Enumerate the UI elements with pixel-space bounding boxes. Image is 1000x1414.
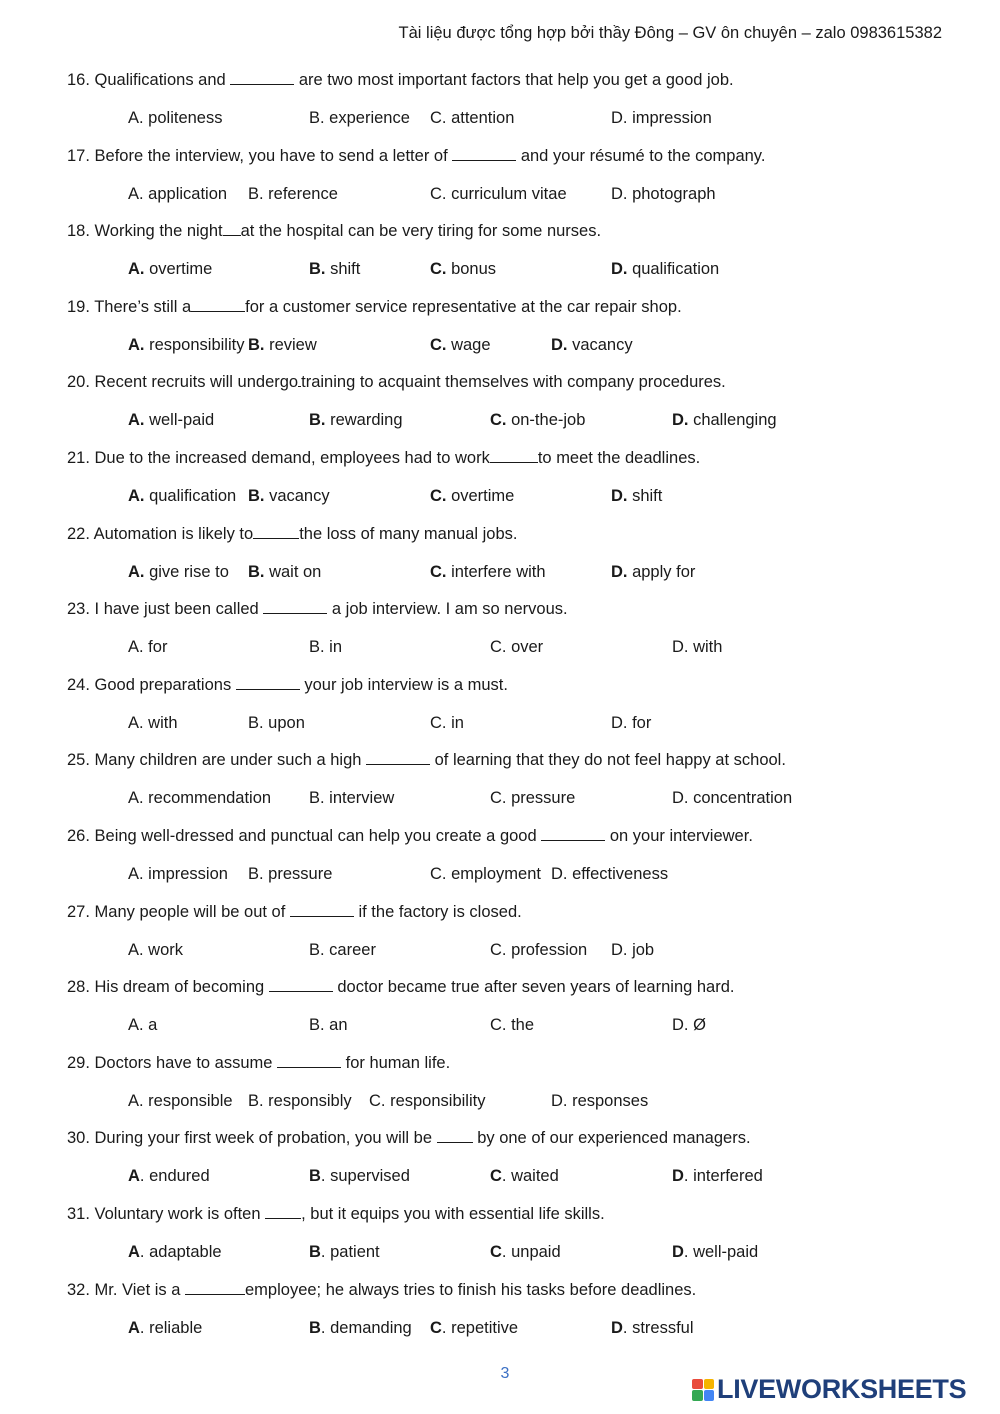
- answer-option[interactable]: [611, 257, 719, 281]
- liveworksheets-logo[interactable]: [692, 1374, 966, 1405]
- option-text: shift: [325, 260, 361, 279]
- option-letter: C.: [430, 713, 447, 732]
- question-text-part: 18. Working the night: [67, 222, 223, 241]
- answer-blank[interactable]: [452, 145, 516, 161]
- answer-option[interactable]: [430, 106, 514, 130]
- option-text: over: [506, 638, 544, 657]
- question-item: [67, 1202, 967, 1278]
- question-text-part: 31. Voluntary work is often: [67, 1204, 266, 1223]
- answer-option[interactable]: [128, 1089, 233, 1113]
- question-stem: [67, 68, 734, 92]
- option-letter: B.: [309, 109, 325, 127]
- option-letter: C: [430, 1318, 442, 1337]
- option-text: profession: [506, 940, 588, 959]
- answer-option[interactable]: [611, 938, 654, 962]
- answer-option[interactable]: [672, 1164, 763, 1188]
- option-text: apply for: [627, 562, 696, 581]
- question-stem: [67, 295, 682, 319]
- answer-option[interactable]: [672, 1013, 706, 1037]
- option-text: responsibility: [385, 1091, 486, 1110]
- option-letter: C.: [490, 1016, 507, 1035]
- answer-option[interactable]: [248, 560, 321, 584]
- question-stem: [67, 748, 786, 772]
- answer-option[interactable]: [128, 408, 214, 432]
- answer-blank[interactable]: [191, 296, 245, 312]
- option-text: responsible: [143, 1091, 233, 1110]
- option-letter: C.: [430, 109, 447, 127]
- option-letter: A.: [128, 184, 144, 203]
- option-text: challenging: [688, 411, 777, 430]
- option-text: vacancy: [567, 335, 633, 354]
- option-letter: C.: [490, 638, 507, 657]
- answer-option[interactable]: [248, 333, 317, 357]
- question-stem: [67, 900, 522, 924]
- answer-option[interactable]: [128, 1013, 157, 1037]
- answer-option[interactable]: [430, 1316, 518, 1340]
- answer-option[interactable]: [490, 1013, 534, 1037]
- question-stem: [67, 673, 508, 697]
- option-letter: D.: [611, 713, 628, 732]
- option-letter: D.: [672, 1016, 689, 1035]
- option-text: . endured: [139, 1167, 210, 1186]
- answer-option[interactable]: [128, 635, 167, 659]
- answer-option[interactable]: [430, 182, 567, 206]
- answer-option[interactable]: [490, 786, 575, 810]
- answer-option[interactable]: [309, 786, 394, 810]
- question-stem: [67, 446, 700, 470]
- answer-option[interactable]: [430, 257, 496, 281]
- answer-blank[interactable]: [541, 825, 605, 841]
- option-letter: A: [128, 1318, 140, 1337]
- question-stem: [67, 219, 601, 243]
- answer-option[interactable]: [551, 1089, 648, 1113]
- option-letter: A.: [128, 638, 144, 657]
- answer-option[interactable]: [128, 786, 271, 810]
- option-letter: B.: [248, 562, 265, 581]
- answer-option[interactable]: [309, 1164, 410, 1188]
- question-text-part: if the factory is closed.: [353, 902, 522, 921]
- question-item: [67, 295, 967, 371]
- answer-option[interactable]: [672, 786, 792, 810]
- question-item: [67, 824, 967, 900]
- option-letter: D.: [611, 940, 628, 959]
- answer-option[interactable]: [128, 257, 212, 281]
- option-text: upon: [263, 713, 305, 732]
- option-text: with: [688, 638, 723, 657]
- option-text: overtime: [144, 260, 213, 279]
- answer-blank[interactable]: [263, 598, 327, 614]
- answer-option[interactable]: [248, 484, 330, 508]
- question-list: [67, 68, 967, 1353]
- option-text: interview: [324, 789, 395, 808]
- option-text: rewarding: [325, 411, 403, 430]
- question-text-part: 20. Recent recruits will undergo: [67, 373, 299, 392]
- answer-option[interactable]: [309, 1013, 348, 1037]
- option-text: shift: [627, 486, 663, 505]
- question-stem: [67, 144, 765, 168]
- option-text: reference: [263, 184, 338, 203]
- option-letter: A.: [128, 260, 145, 279]
- answer-option[interactable]: [430, 333, 491, 357]
- answer-option[interactable]: [611, 182, 716, 206]
- option-letter: B.: [309, 1016, 325, 1035]
- option-letter: A.: [128, 713, 144, 732]
- question-text-part: and your résumé to the company.: [516, 146, 766, 165]
- option-letter: D.: [611, 486, 628, 505]
- option-letter: B.: [248, 864, 264, 883]
- answer-option[interactable]: [672, 1240, 758, 1264]
- option-letter: D: [611, 1318, 623, 1337]
- option-text: the: [506, 1016, 535, 1035]
- answer-blank[interactable]: [236, 674, 300, 690]
- answer-option[interactable]: [309, 938, 376, 962]
- answer-option[interactable]: [309, 635, 342, 659]
- option-text: bonus: [446, 260, 497, 279]
- answer-option[interactable]: [430, 560, 546, 584]
- answer-option[interactable]: [369, 1089, 485, 1113]
- option-text: wait on: [264, 562, 322, 581]
- option-text: politeness: [143, 109, 223, 127]
- question-item: [67, 446, 967, 522]
- question-stem: [67, 370, 726, 394]
- question-stem: [67, 975, 735, 999]
- option-letter: A.: [128, 1016, 144, 1035]
- option-text: wage: [446, 335, 491, 354]
- option-text: in: [446, 713, 464, 732]
- answer-option[interactable]: [551, 862, 668, 886]
- question-stem: [67, 1126, 751, 1150]
- question-item: [67, 673, 967, 749]
- question-text-part: doctor became true after seven years of learning hard.: [332, 978, 735, 997]
- option-letter: C.: [430, 335, 447, 354]
- question-item: [67, 1126, 967, 1202]
- question-item: [67, 975, 967, 1051]
- logo-icon: [692, 1379, 714, 1401]
- option-letter: B: [309, 1242, 321, 1261]
- question-text-part: 29. Doctors have to assume: [67, 1053, 278, 1072]
- option-letter: D.: [551, 1091, 568, 1110]
- option-letter: B.: [309, 260, 326, 279]
- page-header: Tài liệu được tổng hợp bởi thầy Đông – GV ôn chuyên – zalo 0983615382: [398, 24, 942, 42]
- option-text: concentration: [688, 789, 793, 808]
- answer-option[interactable]: [430, 711, 464, 735]
- question-text-part: 30. During your first week of probation, you will be: [67, 1129, 437, 1148]
- question-item: [67, 900, 967, 976]
- option-letter: D: [672, 1167, 684, 1186]
- answer-option[interactable]: [128, 1316, 202, 1340]
- answer-blank[interactable]: [366, 749, 430, 765]
- question-text-part: at the hospital can be very tiring for some nurses.: [240, 222, 602, 241]
- answer-option[interactable]: [128, 862, 228, 886]
- option-letter: D.: [611, 184, 628, 203]
- question-text-part: 24. Good preparations: [67, 675, 236, 694]
- option-text: well-paid: [144, 411, 215, 430]
- answer-option[interactable]: [611, 711, 651, 735]
- question-text-part: by one of our experienced managers.: [472, 1129, 751, 1148]
- option-text: a: [143, 1016, 158, 1035]
- option-text: . reliable: [139, 1318, 203, 1337]
- option-letter: B.: [248, 713, 264, 732]
- answer-option[interactable]: [551, 333, 633, 357]
- option-letter: B.: [248, 1091, 264, 1110]
- option-letter: A.: [128, 109, 144, 127]
- answer-option[interactable]: [309, 1316, 412, 1340]
- question-item: [67, 1051, 967, 1127]
- question-text-part: 23. I have just been called: [67, 600, 264, 619]
- option-letter: D.: [611, 109, 628, 127]
- question-text-part: 25. Many children are under such a high: [67, 751, 367, 770]
- question-text-part: 32. Mr. Viet is a: [67, 1280, 185, 1299]
- question-text-part: , but it equips you with essential life skills.: [301, 1204, 605, 1223]
- option-text: . stressful: [622, 1318, 694, 1337]
- question-text-part: 16. Qualifications and: [67, 71, 231, 89]
- answer-option[interactable]: [430, 862, 541, 886]
- option-text: qualification: [627, 260, 720, 279]
- option-letter: A.: [128, 789, 144, 808]
- option-text: job: [627, 940, 655, 959]
- answer-blank[interactable]: [185, 1279, 245, 1295]
- answer-option[interactable]: [248, 182, 338, 206]
- question-text-part: 28. His dream of becoming: [67, 978, 269, 997]
- option-text: for: [143, 638, 168, 657]
- question-stem: [67, 1278, 696, 1302]
- option-text: recommendation: [143, 789, 272, 808]
- option-text: . waited: [501, 1167, 559, 1186]
- question-text-part: 21. Due to the increased demand, employees had to work: [67, 448, 490, 467]
- answer-blank[interactable]: [290, 901, 354, 917]
- option-letter: A.: [128, 411, 145, 430]
- question-text-part: of learning that they do not feel happy at school.: [430, 751, 786, 770]
- answer-blank[interactable]: [269, 976, 333, 992]
- question-item: [67, 1278, 967, 1354]
- option-text: an: [324, 1016, 348, 1035]
- question-text-part: employee; he always tries to finish his tasks before deadlines.: [245, 1280, 697, 1299]
- option-text: on-the-job: [506, 411, 586, 430]
- answer-blank[interactable]: [277, 1052, 341, 1068]
- question-text-part: for a customer service representative at the car repair shop.: [245, 297, 682, 316]
- option-letter: C.: [430, 260, 447, 279]
- option-letter: B.: [309, 638, 325, 657]
- answer-option[interactable]: [490, 1164, 559, 1188]
- option-text: application: [143, 184, 228, 203]
- question-text-part: 19. There’s still a: [67, 297, 192, 316]
- option-letter: D.: [672, 638, 689, 657]
- option-text: interfere with: [446, 562, 546, 581]
- answer-option[interactable]: [128, 560, 229, 584]
- question-stem: [67, 1051, 450, 1075]
- answer-option[interactable]: [490, 408, 585, 432]
- option-letter: D.: [551, 864, 568, 883]
- question-text-part: training to acquaint themselves with company procedures.: [301, 373, 726, 392]
- answer-option[interactable]: [128, 1240, 222, 1264]
- option-text: responsibility: [144, 335, 245, 354]
- answer-option[interactable]: [672, 635, 722, 659]
- answer-option[interactable]: [128, 484, 236, 508]
- question-stem: [67, 1202, 605, 1226]
- option-text: overtime: [446, 486, 515, 505]
- option-text: review: [264, 335, 317, 354]
- answer-option[interactable]: [309, 106, 410, 130]
- option-letter: A.: [128, 335, 145, 354]
- option-text: . demanding: [320, 1318, 412, 1337]
- option-letter: B.: [248, 184, 264, 203]
- option-letter: C.: [369, 1091, 386, 1110]
- question-text-part: the loss of many manual jobs.: [299, 524, 518, 543]
- option-text: . supervised: [320, 1167, 410, 1186]
- answer-blank[interactable]: [490, 447, 538, 463]
- option-letter: C.: [490, 411, 507, 430]
- answer-option[interactable]: [248, 1089, 352, 1113]
- option-text: . interfered: [683, 1167, 763, 1186]
- question-item: [67, 597, 967, 673]
- option-text: attention: [446, 109, 515, 127]
- answer-option[interactable]: [128, 106, 222, 130]
- question-item: [67, 144, 967, 220]
- option-text: career: [324, 940, 376, 959]
- option-text: . well-paid: [683, 1242, 759, 1261]
- question-item: [67, 370, 967, 446]
- option-text: pressure: [263, 864, 333, 883]
- option-letter: C: [490, 1242, 502, 1261]
- option-text: curriculum vitae: [446, 184, 567, 203]
- option-letter: D.: [672, 789, 689, 808]
- option-text: effectiveness: [567, 864, 669, 883]
- page-number: 3: [500, 1365, 510, 1382]
- brand-name: LIVEWORKSHEETS: [717, 1374, 967, 1404]
- question-stem: [67, 824, 753, 848]
- answer-option[interactable]: [490, 938, 587, 962]
- question-text-part: your job interview is a must.: [299, 675, 508, 694]
- option-text: employment: [446, 864, 541, 883]
- option-letter: B.: [309, 411, 326, 430]
- option-text: in: [324, 638, 343, 657]
- question-text-part: a job interview. I am so nervous.: [327, 600, 568, 619]
- question-item: [67, 522, 967, 598]
- option-letter: A: [128, 1167, 140, 1186]
- option-letter: B: [309, 1318, 321, 1337]
- question-item: [67, 68, 967, 144]
- option-text: qualification: [144, 486, 237, 505]
- question-text-part: for human life.: [341, 1053, 451, 1072]
- option-text: experience: [324, 109, 410, 127]
- option-text: responses: [567, 1091, 649, 1110]
- option-text: photograph: [627, 184, 716, 203]
- question-text-part: 26. Being well-dressed and punctual can help you create a good: [67, 826, 542, 845]
- answer-option[interactable]: [309, 1240, 380, 1264]
- option-letter: B: [309, 1167, 321, 1186]
- answer-option[interactable]: [248, 862, 332, 886]
- question-text-part: to meet the deadlines.: [537, 448, 701, 467]
- answer-option[interactable]: [611, 484, 662, 508]
- answer-option[interactable]: [430, 484, 514, 508]
- option-letter: C: [490, 1167, 502, 1186]
- answer-option[interactable]: [611, 1316, 694, 1340]
- option-letter: B.: [309, 940, 325, 959]
- answer-blank[interactable]: [265, 1203, 301, 1219]
- option-text: vacancy: [264, 486, 330, 505]
- option-letter: D: [672, 1242, 684, 1261]
- question-text-part: 17. Before the interview, you have to send a letter of: [67, 146, 453, 165]
- option-letter: D.: [611, 562, 628, 581]
- option-letter: A.: [128, 864, 144, 883]
- answer-option[interactable]: [309, 257, 360, 281]
- question-item: [67, 219, 967, 295]
- option-letter: D.: [551, 335, 568, 354]
- answer-blank[interactable]: [223, 220, 241, 236]
- question-text-part: on your interviewer.: [605, 826, 753, 845]
- option-letter: C.: [430, 184, 447, 203]
- answer-blank[interactable]: [437, 1127, 473, 1143]
- option-letter: C.: [490, 789, 507, 808]
- option-letter: A: [128, 1242, 140, 1261]
- option-text: . repetitive: [441, 1318, 519, 1337]
- question-stem: [67, 522, 517, 546]
- answer-option[interactable]: [309, 408, 403, 432]
- answer-option[interactable]: [128, 938, 183, 962]
- option-letter: A.: [128, 1091, 144, 1110]
- question-item: [67, 748, 967, 824]
- answer-option[interactable]: [128, 711, 178, 735]
- answer-option[interactable]: [128, 182, 227, 206]
- option-text: impression: [627, 109, 712, 127]
- option-letter: C.: [430, 562, 447, 581]
- answer-blank[interactable]: [253, 523, 299, 539]
- option-letter: B.: [248, 335, 265, 354]
- option-letter: B.: [309, 789, 325, 808]
- option-text: responsibly: [263, 1091, 352, 1110]
- answer-blank[interactable]: [230, 69, 294, 85]
- answer-option[interactable]: [672, 408, 777, 432]
- answer-option[interactable]: [611, 106, 712, 130]
- option-text: impression: [143, 864, 228, 883]
- answer-option[interactable]: [248, 711, 305, 735]
- option-letter: B.: [248, 486, 265, 505]
- question-stem: [67, 597, 568, 621]
- option-text: pressure: [506, 789, 576, 808]
- option-letter: A.: [128, 562, 145, 581]
- option-letter: C.: [490, 940, 507, 959]
- option-text: give rise to: [144, 562, 229, 581]
- option-text: for: [627, 713, 652, 732]
- option-text: with: [143, 713, 178, 732]
- option-letter: A.: [128, 486, 145, 505]
- option-letter: C.: [430, 864, 447, 883]
- option-text: . patient: [320, 1242, 380, 1261]
- answer-option[interactable]: [490, 1240, 561, 1264]
- option-letter: C.: [430, 486, 447, 505]
- option-letter: A.: [128, 940, 144, 959]
- answer-option[interactable]: [128, 1164, 210, 1188]
- question-text-part: 22. Automation is likely to: [67, 524, 254, 543]
- option-letter: D.: [672, 411, 689, 430]
- answer-option[interactable]: [490, 635, 543, 659]
- option-text: . adaptable: [139, 1242, 222, 1261]
- answer-option[interactable]: [128, 333, 244, 357]
- option-letter: D.: [611, 260, 628, 279]
- question-text-part: 27. Many people will be out of: [67, 902, 290, 921]
- option-text: Ø: [688, 1016, 706, 1035]
- option-text: . unpaid: [501, 1242, 561, 1261]
- option-text: work: [143, 940, 184, 959]
- answer-option[interactable]: [611, 560, 695, 584]
- question-text-part: are two most important factors that help you get a good job.: [294, 71, 734, 89]
